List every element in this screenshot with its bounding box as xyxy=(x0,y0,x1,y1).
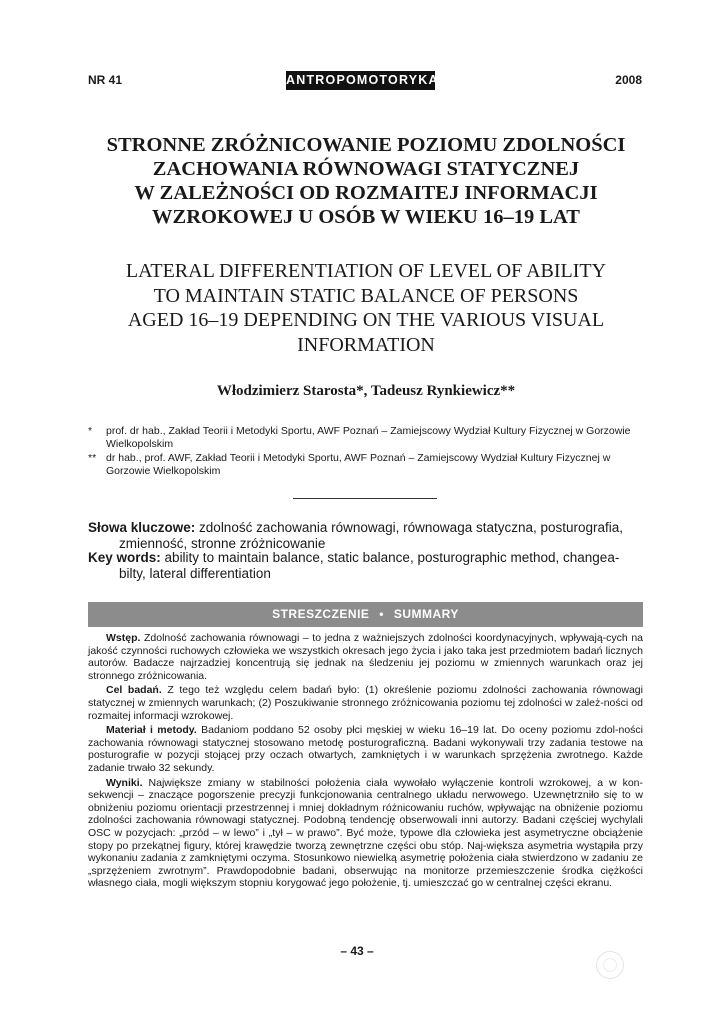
page-number: – 43 – xyxy=(340,944,374,958)
watermark-stamp xyxy=(596,951,624,979)
abstract-paragraph xyxy=(88,724,643,774)
keywords-label: Key words: xyxy=(88,550,161,565)
summary-section-bar xyxy=(88,602,643,627)
summary-label-en: SUMMARY xyxy=(393,607,459,621)
abstract-paragraph xyxy=(88,632,643,682)
english-title-line: AGED 16–19 DEPENDING ON THE VARIOUS VISUAL xyxy=(127,309,605,331)
polish-title-line: ZACHOWANIA RÓWNOWAGI STATYCZNEJ xyxy=(152,158,580,180)
summary-label-pl: STRESZCZENIE xyxy=(272,607,370,621)
affiliation-marker: * xyxy=(88,425,93,437)
paragraph-heading: Cel badań. xyxy=(106,684,162,697)
polish-keywords xyxy=(88,520,644,552)
polish-title-line: WZROKOWEJ U OSÓB W WIEKU 16–19 LAT xyxy=(152,206,580,228)
journal-issue-number: NR 41 xyxy=(88,73,123,87)
abstract-body xyxy=(88,632,643,892)
keywords-text: ability to maintain balance, static balance, posturographic method, changea- xyxy=(164,550,620,565)
bullet-separator: • xyxy=(379,607,384,621)
paragraph-heading: Materiał i metody. xyxy=(106,724,197,737)
polish-title xyxy=(60,133,672,229)
english-title xyxy=(60,259,672,357)
keywords-text-continued: bilty, lateral differentiation xyxy=(119,566,271,581)
english-keywords xyxy=(88,550,644,582)
affiliation-marker: ** xyxy=(88,452,97,464)
paragraph-text: Największe zmiany w stabilności położenia ciała wywołało wyłączenie kontroli wzrokowej, a w kon-sekwencji – znaczące pogorszenie precyzji funkcjonowania centralnego układu nerwowego. Uzewnętrzniło się to w obniżeniu poziomu orientacji przestrzennej i mniej dokładnym różnicowaniu ruchów, wpływając na obniżenie poziomu zdolności zachowania równowagi statycznej. Podobną tendencję obserwowali inni autorzy. Badani częściej wychylali OSC w pozycjach: „przód – w lewo” i „tył – w prawo”. Być może, typowe dla człowieka jest asymetryczne obciążenie stopy po przekątnej figury, której krawędzie tworzą zewnętrzne części obu stóp. Naj-większa asymetria wystąpiła przy wykonaniu zadania z zamkniętymi oczyma. Stosunkowo niewielką asymetrię położenia ciała stwierdzono w zadaniu ze „sprzężeniem zwrotnym”. Prawdopodobnie badani, obserwując na monitorze przemieszczenie środka ciężkości własnego ciała, mogli większym stopniu korygować jego położenie, tj. umieszczać go w centralnej części ekranu. xyxy=(88,776,643,890)
keywords-text-continued: zmienność, stronne zróżnicowanie xyxy=(119,536,326,551)
polish-title-line: W ZALEŻNOŚCI OD ROZMAITEJ INFORMACJI xyxy=(134,182,598,204)
paragraph-text: Badaniom poddano 52 osoby płci męskiej w wieku 16–19 lat. Do oceny poziomu zdol-ności zachowania równowagi statycznej stosowano metodę posturograficzną. Badani wykonywali trzy zadania testowe na posturografie w pozycji stojącej przy oczach otwartych, zamkniętych i w warunkach sprzężenia zwrotnego. Każde zadanie trwało 32 sekundy. xyxy=(88,724,643,774)
polish-title-line: STRONNE ZRÓŻNICOWANIE POZIOMU ZDOLNOŚCI xyxy=(106,134,626,156)
english-title-line: INFORMATION xyxy=(297,333,435,356)
keywords-text: zdolność zachowania równowagi, równowaga statyczna, posturografia, xyxy=(199,520,624,535)
separator-line xyxy=(293,498,437,499)
journal-year: 2008 xyxy=(615,73,642,87)
abstract-paragraph xyxy=(88,777,643,890)
affiliation-1 xyxy=(88,425,643,450)
abstract-paragraph xyxy=(88,684,643,722)
paragraph-heading: Wyniki. xyxy=(106,776,143,789)
journal-name-badge: ANTROPOMOTORYKA xyxy=(286,71,435,90)
paragraph-text: Z tego też względu celem badań było: (1) określenie poziomu zdolności zachowania równowagi statycznej w zmiennych warunkach; (2) Poszukiwanie stronnego zróżnicowania poziomu tej zdolności w zależ-ności od rozmaitej informacji wzrokowej. xyxy=(88,684,643,722)
affiliation-text: prof. dr hab., Zakład Teorii i Metodyki Sportu, AWF Poznań – Zamiejscowy Wydział Kultury Fizycznej w Gorzowie Wielkopolskim xyxy=(106,425,631,450)
paragraph-text: Zdolność zachowania równowagi – to jedna z ważniejszych zdolności koordynacyjnych, wpływają-cych na jakość czynności ruchowych człowieka we wszystkich okresach jego życia i jako taka jest przedmiotem badań licznych autorów. Badacze najrzadziej koncentrują się jednak na śledzeniu jej poziomu w zmiennych warunkach oraz jej stronnego zróżnicowania. xyxy=(88,632,644,682)
english-title-line: LATERAL DIFFERENTIATION OF LEVEL OF ABILITY xyxy=(125,260,607,282)
keywords-label: Słowa kluczowe: xyxy=(88,520,196,535)
authors: Włodzimierz Starosta*, Tadeusz Rynkiewicz** xyxy=(216,383,516,399)
affiliation-2 xyxy=(88,452,643,477)
english-title-line: TO MAINTAIN STATIC BALANCE OF PERSONS xyxy=(153,284,579,307)
paragraph-heading: Wstęp. xyxy=(106,632,141,644)
affiliation-text: dr hab., prof. AWF, Zakład Teorii i Metodyki Sportu, AWF Poznań – Zamiejscowy Wydział Kultury Fizycznej w Gorzowie Wielkopolskim xyxy=(106,452,611,477)
